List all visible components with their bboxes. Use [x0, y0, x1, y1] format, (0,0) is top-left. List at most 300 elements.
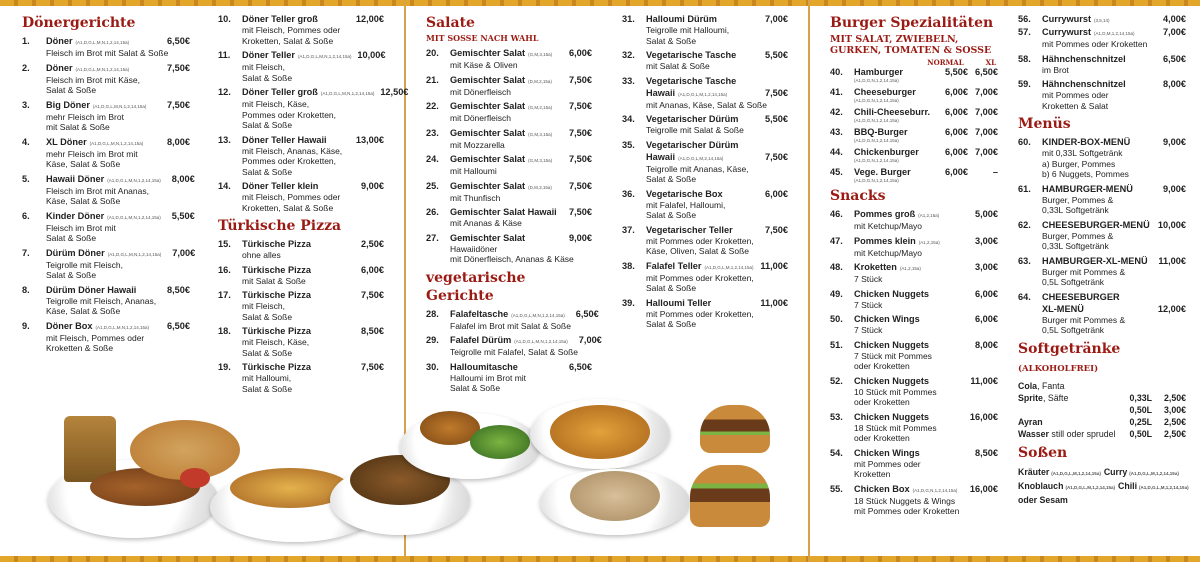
pizza-list: [218, 239, 384, 394]
burger-item: [830, 67, 998, 84]
item-name: Döner: [46, 36, 73, 46]
allergen-codes: (A1,D,G,N,1,2,14,15a): [854, 158, 899, 163]
menu-item: [830, 484, 998, 517]
item-description: Fleisch im Brot mit Salat & Soße: [46, 48, 169, 58]
item-price: 8,50€: [361, 326, 384, 336]
item-number: 25.: [426, 180, 439, 191]
menu-item-row: [622, 261, 788, 273]
item-name: Gemischter Salat Hawaii: [450, 207, 557, 217]
allergen-codes: (A1,D,G,L,M,2,14,15a): [678, 155, 724, 161]
drink-name-main: Wasser: [1018, 428, 1049, 439]
item-number: 40.: [830, 67, 843, 77]
teller-list: [218, 14, 409, 213]
item-description: Salat & Soße: [242, 120, 293, 130]
item-name: Döner Box: [46, 320, 93, 331]
drinks-title: Softgetränke (ALKOHOLFREI): [1018, 340, 1121, 374]
allergen-codes: (A1,D,G,L,M,N,1,2,14,15a): [320, 91, 375, 96]
allergen-codes: (A1,D,G,N,1,2,14,15a): [912, 487, 958, 493]
menu-item: [426, 128, 592, 151]
drink-name: [1018, 428, 1116, 440]
item-description: im Brot: [1042, 64, 1069, 75]
sauce-name: Knoblauch: [1018, 480, 1064, 491]
menu-item: [830, 412, 998, 444]
item-description: Burger mit Pommes &: [1042, 266, 1126, 277]
item-description: Kroketten & Soße: [46, 343, 114, 353]
item-name: Döner Teller groß: [242, 87, 318, 97]
menu-item-row: [22, 210, 195, 223]
item-description: Salat & Soße: [242, 383, 293, 394]
menu-item-row: [426, 154, 592, 166]
drink-name: [1018, 392, 1116, 404]
item-description: mit Fleisch, Käse,: [242, 337, 310, 347]
item-name: Döner Teller: [242, 50, 295, 60]
menu-item-row: [1018, 292, 1186, 303]
item-price: 12,50€: [380, 87, 409, 97]
drink-name: [1018, 404, 1116, 416]
item-price: 7,50€: [569, 154, 592, 164]
menu-item-row: [218, 265, 384, 276]
item-price: 6,00€: [765, 188, 788, 199]
item-name: Döner Teller Hawaii: [242, 134, 327, 145]
item-number: 61.: [1018, 183, 1031, 194]
item-number: 48.: [830, 262, 843, 272]
item-number: 31.: [622, 14, 635, 24]
menu-item-row: [426, 207, 592, 218]
item-name: Gemischter Salat: [450, 232, 526, 243]
drink-name-extra: still oder sprudel: [1048, 428, 1116, 439]
menu-item: [426, 101, 592, 124]
drink-name-main: Sprite: [1018, 392, 1043, 403]
item-number: 36.: [622, 188, 635, 199]
menu-item-row: [830, 236, 998, 248]
salate-list: [426, 48, 592, 265]
price-xl: 7,00€: [975, 147, 998, 157]
menu-item-row: [1018, 27, 1186, 39]
menu-item: [1018, 14, 1186, 26]
menu-item: [622, 152, 788, 185]
allergen-codes: (A1,D,G,L,M,1,2,14,15a): [678, 91, 728, 97]
section-title: vegetarische Gerichte: [426, 269, 526, 304]
menu-item-row: [622, 114, 788, 125]
menu-item: [22, 285, 190, 317]
menu-item-row: [1018, 256, 1186, 267]
sauce-name: Kräuter: [1018, 466, 1050, 477]
item-price: 16,00€: [969, 483, 998, 494]
item-description: mit Pommes oder: [1042, 90, 1109, 100]
burger-row: [830, 147, 998, 158]
item-description: mehr Fleisch im Brot: [46, 111, 124, 122]
item-price: 7,50€: [569, 207, 592, 217]
item-description: Käse, Salat & Soße: [46, 159, 121, 169]
menu-item-row: [830, 340, 998, 351]
item-description: Kroketten: [854, 469, 891, 479]
allergen-codes: (A1,D,G,L,M,N,1,2,14,15a): [107, 177, 161, 183]
menu-item-row: [830, 209, 998, 221]
menu-item: [218, 14, 384, 46]
item-name: Vegetarischer Dürüm: [646, 139, 739, 150]
menu-item: [1018, 220, 1186, 252]
allergen-codes: (A1,D,G,L,M,N,1,2,14,15a): [95, 324, 149, 330]
item-number: 35.: [622, 139, 635, 150]
item-name: Gemischter Salat: [450, 74, 526, 85]
menu-item-row: [830, 262, 998, 274]
allergen-codes: (A1,D,G,L,M,N,1,2,14,15a): [511, 312, 565, 318]
item-description: Käse, Salat & Soße: [46, 196, 121, 206]
allergen-codes: (G,M,3,15a): [528, 52, 553, 57]
menu-item-row: [218, 87, 409, 99]
menu-item: [1018, 292, 1186, 303]
item-description: ohne alles: [242, 250, 281, 260]
menu-item: [622, 225, 788, 257]
section-title: Snacks: [830, 188, 886, 204]
item-name: Halloumi Teller: [646, 297, 712, 308]
item-description: mit Käse & Oliven: [450, 60, 518, 70]
item-number: 37.: [622, 224, 635, 235]
food-photo-plates: [330, 395, 800, 545]
item-price: 7,50€: [765, 224, 788, 235]
price-xl: 6,50€: [975, 67, 998, 77]
menu-item-row: [622, 76, 788, 87]
burger-item: [830, 147, 998, 164]
item-name: Gemischter Salat: [450, 127, 526, 138]
sauces-list: [1018, 466, 1189, 506]
item-description: Teigrolle mit Halloumi,: [646, 25, 730, 35]
item-number: 34.: [622, 114, 635, 124]
item-number: 22.: [426, 101, 439, 111]
item-name: Türkische Pizza: [242, 290, 311, 300]
item-price: 7,50€: [569, 101, 592, 111]
item-price: 3,00€: [975, 235, 998, 246]
item-number: 15.: [218, 239, 231, 249]
item-name: Falafeltasche: [450, 308, 509, 319]
item-description: Kroketten, Salat & Soße: [242, 35, 334, 46]
item-price: 9,00€: [569, 232, 592, 243]
menu-item-row: [22, 173, 195, 186]
allergen-codes: (A1,D,G,L,M,N,1,2,14,15a): [89, 140, 144, 146]
menu-item: [622, 140, 788, 151]
item-description: mit Pommes oder: [854, 458, 921, 469]
menu-item-row: [830, 484, 998, 496]
menu-item: [1018, 137, 1186, 180]
item-description: 0,33L Softgetränk: [1042, 205, 1109, 215]
burger-row: [830, 87, 998, 98]
drink-name-main: Ayran: [1018, 416, 1043, 427]
item-name: Currywurst: [1042, 27, 1092, 37]
item-description: b) 6 Nuggets, Pommes: [1042, 169, 1129, 179]
item-number: 50.: [830, 314, 843, 324]
item-description: mit Ananas & Käse: [450, 218, 522, 228]
item-name: Kinder Döner: [46, 210, 105, 221]
item-description: Salat & Soße: [646, 174, 697, 184]
item-name: Vegetarische Tasche: [646, 50, 737, 60]
item-name: Vegetarische Box: [646, 188, 723, 199]
burger-row: [830, 167, 998, 178]
item-description: mit Ketchup/Mayo: [854, 247, 923, 258]
allergen-codes: (A1,D,G,L,M,1,2,14,15a): [1139, 484, 1189, 490]
menu-item-row: [426, 233, 592, 244]
menu-item: [830, 448, 998, 480]
menu-item: [218, 326, 384, 358]
item-price: 7,50€: [569, 180, 592, 191]
menu-item-row: [426, 75, 592, 87]
menu-item-row: [1018, 79, 1186, 90]
menu-item-row: [830, 289, 998, 300]
wrap-image: [570, 471, 660, 521]
menu-item-row: [22, 321, 190, 333]
item-number: 49.: [830, 288, 843, 299]
item-description: Salat & Soße: [646, 35, 697, 46]
menu-item: [218, 239, 384, 261]
menu-item: [22, 173, 195, 207]
menu-item-row: [218, 362, 384, 373]
item-number: 2.: [22, 62, 30, 73]
item-description: mit Salat & Soße: [242, 275, 306, 286]
item-description: Salat & Soße: [242, 311, 293, 322]
menu-item-row: [426, 335, 602, 347]
item-number: 8.: [22, 284, 30, 295]
drink-price: 3,00€: [1163, 404, 1186, 415]
xl-header: XL: [985, 58, 996, 67]
item-description: mit Pommes oder Kroketten: [854, 506, 960, 516]
menu-item: [830, 314, 998, 336]
menu-item: [426, 308, 599, 332]
menu-item: [830, 209, 998, 232]
item-description: Salat & Soße: [646, 210, 697, 220]
drink-volume: 0,25L: [1129, 416, 1152, 427]
section-title: Salate: [426, 15, 475, 31]
drink-name-main: Cola: [1018, 380, 1038, 391]
item-description: 10 Stück mit Pommes: [854, 386, 937, 397]
drink-price: 2,50€: [1163, 416, 1186, 427]
burger-item: [830, 167, 998, 184]
burger-item: [830, 87, 998, 104]
allergen-codes: (A1,D,G,L,M,N,1,2,14,15a): [92, 103, 147, 109]
item-description: mehr Fleisch im Brot mit: [46, 148, 138, 159]
drink-volume: 0,50L: [1129, 428, 1152, 439]
item-number: 33.: [622, 75, 635, 86]
item-price: 8,00€: [1163, 79, 1186, 89]
drink-name: [1018, 380, 1116, 392]
sauce-name: Chili: [1117, 480, 1138, 491]
menu-item-row: [218, 14, 384, 25]
item-name: Türkische Pizza: [242, 239, 311, 249]
item-name: KINDER-BOX-MENÜ: [1042, 137, 1131, 147]
menu-item-row: [426, 362, 592, 373]
menu-item-row: [1018, 14, 1186, 26]
item-description: mit Thunfisch: [450, 192, 501, 203]
item-number: 10.: [218, 14, 231, 24]
drink-row: [1018, 404, 1186, 416]
menu-item-row: [1018, 304, 1186, 315]
item-description: Salat & Soße: [646, 319, 697, 329]
item-number: 63.: [1018, 255, 1031, 266]
item-price: 11,00€: [970, 375, 998, 386]
price-normal: 6,00€: [945, 147, 968, 157]
item-number: 29.: [426, 335, 439, 345]
item-name: Dürüm Döner: [46, 247, 105, 258]
section-subtitle: MIT SALAT, ZWIEBELN, GURKEN, TOMATEN & SOSSE: [830, 34, 992, 56]
item-name: Pommes groß: [854, 209, 916, 219]
item-price: 6,00€: [975, 314, 998, 324]
item-description: Käse, Salat & Soße: [46, 306, 121, 316]
menu-item: [426, 75, 592, 98]
item-description: Fleisch im Brot mit Käse,: [46, 74, 140, 85]
menus-list: [1018, 137, 1186, 336]
price-xl: 7,00€: [975, 127, 998, 137]
item-price: 6,50€: [167, 320, 190, 331]
item-description: oder Kroketten: [854, 397, 910, 407]
drink-price: 2,50€: [1163, 392, 1186, 403]
burger-row: [830, 127, 998, 138]
item-description: Salat & Soße: [646, 283, 697, 293]
allergen-codes: (A1,D,G,L,M,1,2,14,15a): [1065, 484, 1115, 490]
item-description: Salat & Soße: [46, 85, 97, 95]
item-name: BBQ-Burger: [854, 127, 908, 137]
item-number: 53.: [830, 411, 843, 422]
item-price: 2,50€: [361, 239, 384, 249]
item-price: 8,50€: [975, 447, 998, 458]
allergen-codes: (D,M,2,15a): [528, 78, 552, 84]
item-number: 19.: [218, 362, 231, 372]
item-name: Gemischter Salat: [450, 48, 526, 58]
item-price: 7,50€: [569, 127, 592, 138]
drink-volume: 0,50L: [1129, 404, 1152, 415]
item-price: 3,00€: [975, 262, 998, 272]
allergen-codes: (A1,D,G,L,M,N,1,2,14,15a): [514, 339, 568, 344]
menu-item: [1018, 256, 1186, 288]
menu-item: [22, 210, 195, 244]
item-description: Falafel im Brot mit Salat & Soße: [450, 320, 571, 331]
item-description: mit Fleisch, Pommes oder: [242, 192, 341, 202]
item-description: mit Fleisch, Pommes oder: [46, 332, 145, 343]
item-description: mit Fleisch, Pommes oder: [242, 25, 341, 35]
menu-item: [830, 262, 998, 285]
item-name: Hawaii Döner: [46, 173, 105, 184]
item-description: Teigrolle mit Fleisch,: [46, 259, 123, 270]
item-name: Hawaii: [646, 151, 676, 162]
item-name: Döner: [46, 62, 73, 73]
snacks-list: [830, 209, 998, 517]
item-description: 7 Stück: [854, 274, 883, 284]
item-number: 13.: [218, 134, 231, 145]
curry-list: [1018, 14, 1186, 111]
drinks-subtitle: (ALKOHOLFREI): [1018, 363, 1099, 374]
item-number: 62.: [1018, 219, 1031, 230]
price-normal: 6,00€: [945, 127, 968, 137]
item-price: 12,00€: [355, 14, 384, 24]
allergen-codes: (A1,D,G,L,M,1,2,14,15a): [1051, 470, 1101, 476]
item-price: 9,00€: [1163, 137, 1186, 147]
menu-item: [622, 14, 788, 46]
item-price: 8,00€: [171, 173, 195, 184]
item-number: 38.: [622, 260, 635, 271]
menu-item-row: [218, 290, 384, 301]
allergen-codes: (A1,2,15a): [899, 266, 921, 271]
item-number: 32.: [622, 50, 635, 60]
section-title: Türkische Pizza: [218, 218, 342, 234]
price-xl: 7,00€: [975, 107, 998, 117]
item-name: Hawaii: [646, 87, 676, 98]
item-price: 6,00€: [975, 288, 998, 299]
menu-item-row: [830, 376, 998, 387]
item-description: Salat & Soße: [46, 270, 97, 280]
item-number: 24.: [426, 154, 439, 164]
burger-image: [690, 465, 770, 527]
item-name: Gemischter Salat: [450, 180, 526, 191]
veg2-list: [622, 14, 788, 330]
item-description: mit Pommes oder Kroketten,: [646, 272, 754, 283]
allergen-codes: (G,M,3,15a): [528, 158, 553, 163]
menu-item: [22, 36, 190, 59]
fold-line-right: [808, 0, 810, 562]
item-name: Chili-Cheeseburr.: [854, 107, 931, 117]
item-description: mit Dönerfleisch, Ananas & Käse: [450, 254, 574, 264]
item-description: mit Dönerfleisch: [450, 113, 511, 123]
burger-row: [830, 67, 998, 78]
menu-item-row: [830, 314, 998, 325]
menu-item: [22, 137, 190, 170]
item-description: mit 0,33L Softgetränk: [1042, 148, 1123, 158]
price-normal: 5,50€: [945, 67, 968, 77]
item-name: Döner Teller groß: [242, 14, 318, 24]
item-price: 6,00€: [569, 48, 592, 58]
item-description: mit Halloumi: [450, 166, 497, 176]
item-description: Fleisch im Brot mit: [46, 222, 116, 233]
item-number: 21.: [426, 74, 439, 85]
item-price: 7,50€: [167, 62, 190, 73]
item-description: Hawaiidöner: [450, 243, 498, 254]
menu-item-row: [622, 14, 788, 25]
drink-price: [1152, 380, 1186, 392]
top-border-stripe: [0, 0, 1200, 6]
item-number: 23.: [426, 127, 439, 138]
item-description: 7 Stück: [854, 325, 883, 335]
allergen-codes: (A1,D,G,N,1,2,14,15a): [854, 118, 899, 123]
item-name: Chicken Box: [854, 483, 910, 494]
allergen-codes: (3,5,14): [1094, 18, 1110, 23]
item-name: Big Döner: [46, 99, 90, 110]
menu-item: [830, 236, 998, 259]
menu-item-row: [218, 135, 384, 146]
item-name: XL-MENÜ: [1042, 303, 1084, 314]
item-description: Burger mit Pommes &: [1042, 314, 1126, 325]
item-description: 18 Stück Nuggets & Wings: [854, 495, 956, 506]
allergen-codes: (A1,D,G,L,M,N,1,2,14,15a): [297, 54, 352, 59]
item-name: HAMBURGER-MENÜ: [1042, 183, 1133, 194]
sauce-name: oder Sesam: [1018, 494, 1068, 505]
item-number: 17.: [218, 290, 231, 300]
menu-item: [426, 233, 592, 265]
item-number: 26.: [426, 207, 439, 217]
item-description: 7 Stück: [854, 299, 883, 310]
item-description: mit Fleisch,: [242, 62, 285, 72]
item-description: mit Fleisch,: [242, 301, 285, 311]
price-xl: –: [992, 167, 998, 177]
sauce-line: [1018, 494, 1186, 506]
item-description: Burger, Pommes &: [1042, 194, 1114, 205]
menu-item-row: [22, 36, 190, 48]
allergen-codes: (A1,D,G,L,M,N,1,2,14,15a): [107, 214, 161, 220]
item-description: Käse, Oliven, Salat & Soße: [646, 246, 749, 256]
item-name: Hähnchenschnitzel: [1042, 53, 1126, 64]
item-number: 51.: [830, 339, 843, 350]
item-name: Cheeseburger: [854, 87, 916, 97]
item-description: mit Fleisch, Ananas, Käse,: [242, 145, 343, 156]
item-number: 5.: [22, 173, 30, 184]
item-price: 4,00€: [1163, 14, 1186, 24]
item-name: Döner Teller klein: [242, 181, 319, 191]
item-description: 0,5L Softgetränk: [1042, 325, 1105, 335]
